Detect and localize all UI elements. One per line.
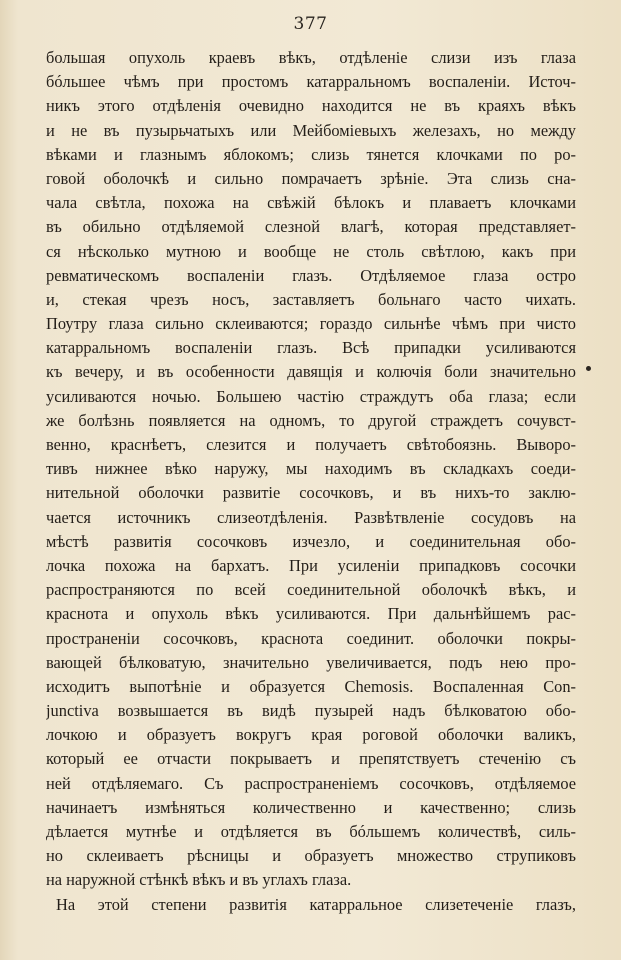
page-number: 377 [293,14,328,34]
text-line: тивъ нижнее вѣко наружу, мы находимъ въ складкахъ соеди- [46,459,576,479]
ink-spot [586,366,591,371]
body-text [46,46,576,917]
text-line: краснота и опухоль вѣкъ усиливаются. При дальнѣйшемъ рас- [46,604,576,624]
text-line: большая опухоль краевъ вѣкъ, отдѣленіе слизи изъ глаза [46,48,576,67]
text-line: но склеиваетъ рѣсницы и образуетъ множество струпиковъ [46,846,576,866]
text-line: junctiva возвышается въ видѣ пузырей надъ бѣлковатою обо- [46,701,576,721]
text-line: который ее отчасти покрываетъ и препятствуетъ стеченію съ [46,749,576,769]
text-line: лочкою и образуетъ вокругъ края роговой оболочки валикъ, [46,725,576,745]
text-line: же болѣзнь появляется на одномъ, то другой страждетъ сочувст- [46,410,576,430]
text-line: лочка похожа на бархатъ. При усиленіи припадковъ сосочки [46,555,576,575]
text-line: ревматическомъ воспаленіи глазъ. Отдѣляемое глаза остро [46,265,576,285]
text-line: чала свѣтла, похожа на свѣжій бѣлокъ и плаваетъ клочками [46,193,576,213]
text-line: нительной оболочки развитіе сосочковъ, и въ нихъ-то заклю- [46,483,576,503]
text-line: пространеніи сосочковъ, краснота соединит. оболочки покры- [46,628,576,648]
text-line: бóльшее чѣмъ при простомъ катарральномъ воспаленіи. Источ- [46,72,576,92]
text-line: венно, краснѣетъ, слезится и получаетъ свѣтобоязнь. Выворо- [46,435,576,454]
text-line: начинаетъ измѣняться количественно и качественно; слизь [46,797,576,817]
paragraph-start-line: На этой степени развитія катарральное слизетеченіе глазъ, [56,894,576,914]
text-line: говой оболочкѣ и сильно помрачаетъ зрѣніе. Эта слизь сна- [46,168,576,188]
text-line: исходитъ выпотѣніе и образуется Chemosis. Воспаленная Con- [46,676,576,696]
text-line: вающей бѣлковатую, значительно увеличивается, подъ нею про- [46,652,576,672]
text-line: никъ этого отдѣленія очевидно находится не въ краяхъ вѣкъ [46,96,576,116]
text-line: катарральномъ воспаленіи глазъ. Всѣ припадки усиливаются [46,338,576,358]
text-line: распространяются по всей соединительной оболочкѣ вѣкъ, и [46,580,576,600]
text-line: къ вечеру, и въ особенности давящія и колючія боли значительно [46,362,576,382]
text-line: въ обильно отдѣляемой слезной влагѣ, которая представляет- [46,217,576,237]
text-line: чается источникъ слизеотдѣленія. Развѣтвленіе сосудовъ на [46,507,576,527]
text-line: мѣстѣ развитія сосочковъ изчезло, и соединительная обо- [46,531,576,551]
text-line: ся нѣсколько мутною и вообще не столь свѣтлою, какъ при [46,241,576,261]
text-line: Поутру глаза сильно склеиваются; гораздо сильнѣе чѣмъ при чисто [46,314,576,334]
text-line: дѣлается мутнѣе и отдѣляется въ бóльшемъ количествѣ, силь- [46,822,576,841]
text-line: и, стекая чрезъ носъ, заставляетъ больнаго часто чихать. [46,289,576,309]
text-line: вѣками и глазнымъ яблокомъ; слизь тянется клочками по ро- [46,144,576,164]
paragraph-end-line: на наружной стѣнкѣ вѣкъ и въ углахъ глаза. [46,870,352,890]
text-line: и не въ пузырьчатыхъ или Мейбоміевыхъ железахъ, но между [46,120,576,140]
text-line: ней отдѣляемаго. Съ распространеніемъ сосочковъ, отдѣляемое [46,773,576,793]
text-line: усиливаются ночью. Большею частію страждутъ оба глаза; если [46,386,576,406]
